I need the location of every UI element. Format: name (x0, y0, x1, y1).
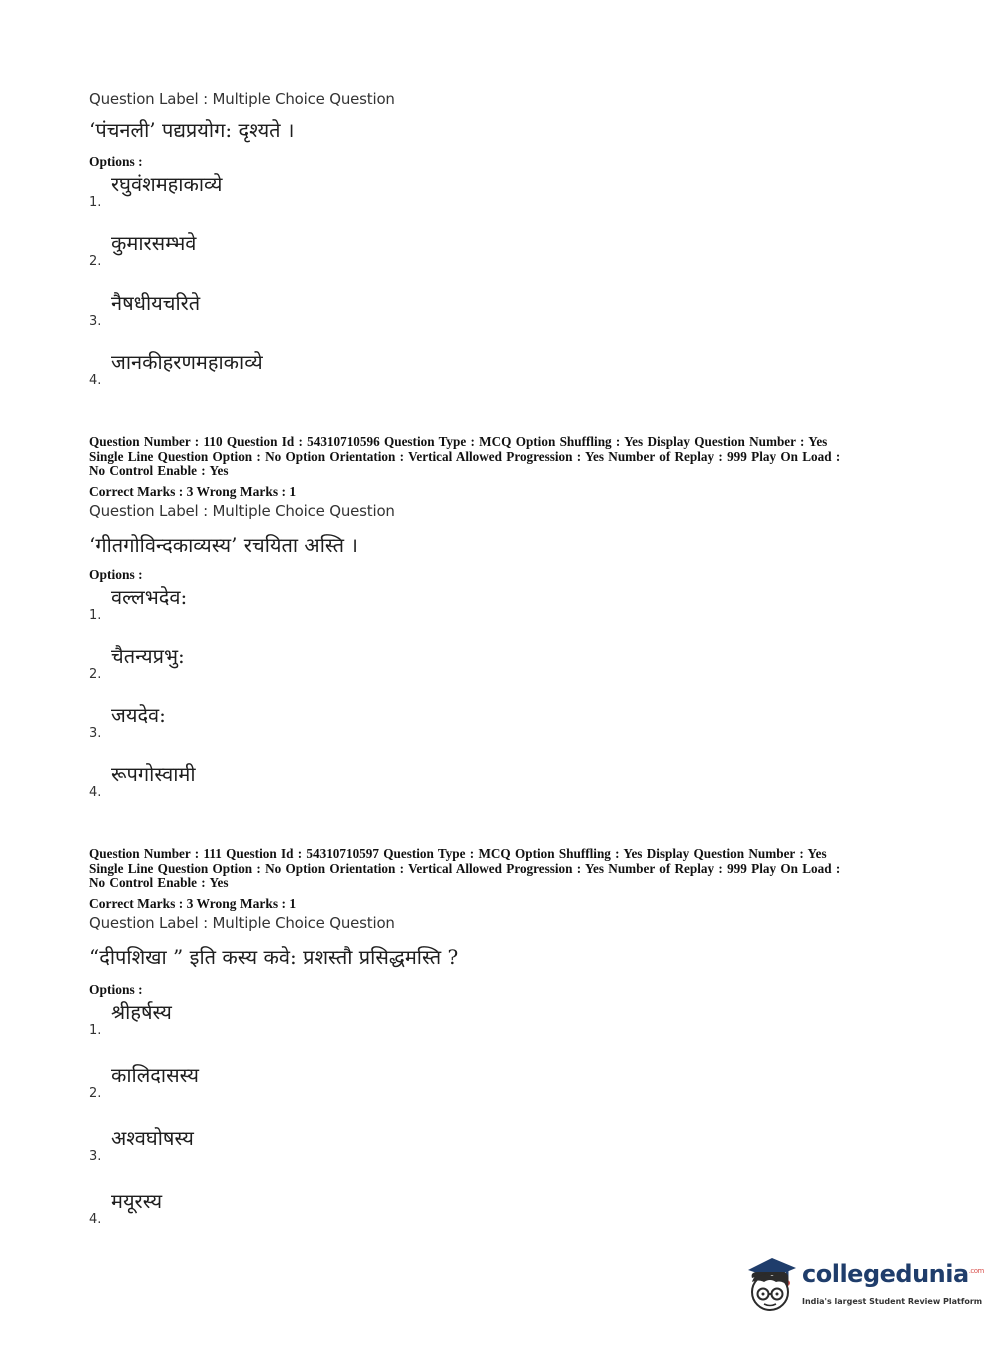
collegedunia-logo[interactable] (742, 1250, 984, 1320)
option-number: 4. (89, 1212, 102, 1227)
question-meta (89, 435, 919, 479)
logo-tagline: India's largest Student Review Platform (802, 1297, 983, 1306)
option-text: नैषधीयचरिते (111, 291, 201, 315)
option-number: 1. (89, 608, 102, 623)
option-number: 1. (89, 1023, 102, 1038)
question-label: Question Label : Multiple Choice Question (89, 914, 395, 932)
option-text: जानकीहरणमहाकाव्ये (111, 350, 263, 374)
question-text: ‘पंचनली’ पद्यप्रयोग: दृश्यते । (89, 118, 295, 142)
marks-line: Correct Marks : 3 Wrong Marks : 1 (89, 896, 297, 911)
option-text: चैतन्यप्रभु: (111, 644, 185, 668)
option-text: कालिदासस्य (111, 1063, 199, 1087)
option-number: 3. (89, 726, 102, 741)
meta-line: No Control Enable : Yes (89, 463, 229, 478)
marks-line: Correct Marks : 3 Wrong Marks : 1 (89, 484, 297, 499)
meta-line: Question Number : 110 Question Id : 54310710596 Question Type : MCQ Option Shuffling : Yes Display Question Number : Yes (89, 434, 828, 449)
options-heading: Options : (89, 982, 143, 997)
question-label: Question Label : Multiple Choice Question (89, 90, 395, 108)
option-text: कुमारसम्भवे (111, 231, 197, 255)
question-meta (89, 847, 919, 891)
option-text: अश्वघोषस्य (111, 1126, 194, 1150)
option-number: 3. (89, 314, 102, 329)
option-number: 4. (89, 785, 102, 800)
option-number: 1. (89, 195, 102, 210)
meta-line: No Control Enable : Yes (89, 875, 229, 890)
option-text: श्रीहर्षस्य (111, 1000, 172, 1024)
option-number: 2. (89, 667, 102, 682)
options-heading: Options : (89, 567, 143, 582)
meta-line: Single Line Question Option : No Option Orientation : Vertical Allowed Progression : Yes Number of Replay : 999 Play On Load : (89, 860, 841, 876)
mascot-icon (742, 1252, 800, 1314)
option-number: 2. (89, 1086, 102, 1101)
question-1 (89, 90, 919, 108)
option-text: रघुवंशमहाकाव्ये (111, 172, 223, 196)
option-text: मयूरस्य (111, 1189, 163, 1213)
question-label: Question Label : Multiple Choice Question (89, 502, 395, 520)
option-number: 2. (89, 254, 102, 269)
question-text: “दीपशिखा ” इति कस्य कवे: प्रशस्तौ प्रसिद्धमस्ति ? (89, 945, 459, 969)
options-heading: Options : (89, 154, 143, 169)
option-text: रूपगोस्वामी (111, 762, 196, 786)
meta-line: Single Line Question Option : No Option Orientation : Vertical Allowed Progression : Yes Number of Replay : 999 Play On Load : (89, 448, 841, 464)
meta-line: Question Number : 111 Question Id : 54310710597 Question Type : MCQ Option Shuffling : Yes Display Question Number : Yes (89, 846, 827, 861)
option-text: वल्लभदेव: (111, 585, 188, 609)
question-text: ‘गीतगोविन्दकाव्यस्य’ रचयिता अस्ति । (89, 533, 358, 557)
option-number: 4. (89, 373, 102, 388)
logo-wordmark: collegedunia$^{.com}$ (802, 1260, 984, 1288)
option-text: जयदेव: (111, 703, 166, 727)
option-number: 3. (89, 1149, 102, 1164)
